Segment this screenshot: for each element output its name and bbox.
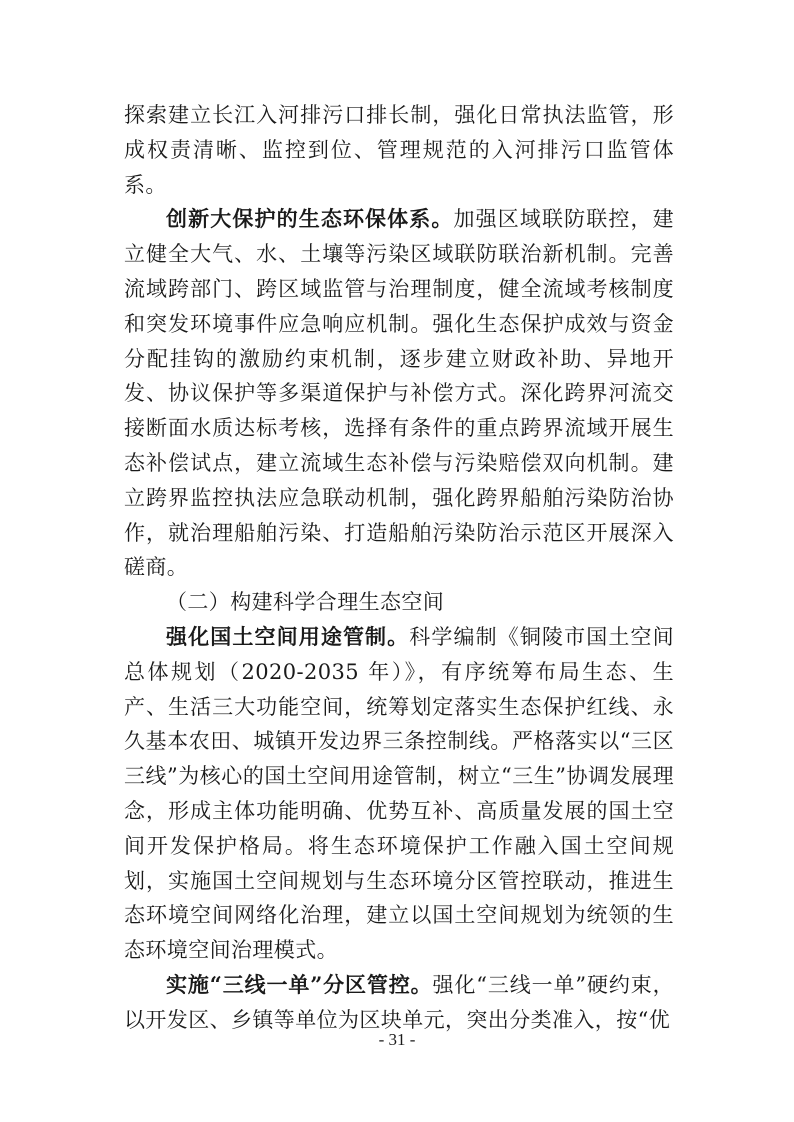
body-text: [124, 98, 674, 1038]
paragraph-3-text: 科学编制《铜陵市国土空间总体规划（2020-2035 年）》，有序统筹布局生态、生产、生活三大功能空间，统筹划定落实生态保护红线、永久基本农田、城镇开发边界三条控制线。严格落实以“三区三线”为核心的国土空间用途管制，树立“三生”协调发展理念，形成主体功能明确、优势互补、高质量发展的国土空间开发保护格局。将生态环境保护工作融入国土空间规划，实施国土空间规划与生态环境分区管控联动，推进生态环境空间网络化治理，建立以国土空间规划为统领的生态环境空间治理模式。: [124, 624, 674, 963]
section-heading: [124, 585, 674, 620]
paragraph-4-lead: 实施“三线一单”分区管控。: [166, 971, 433, 997]
paragraph-2-text: 加强区域联防联控，建立健全大气、水、土壤等污染区域联防联治新机制。完善流域跨部门、跨区域监管与治理制度，健全流域考核制度和突发环境事件应急响应机制。强化生态保护成效与资金分配挂钩的激励约束机制，逐步建立财政补助、异地开发、协议保护等多渠道保护与补偿方式。深化跨界河流交接断面水质达标考核，选择有条件的重点跨界流域开展生态补偿试点，建立流域生态补偿与污染赔偿双向机制。建立跨界监控执法应急联动机制，强化跨界船舶污染防治协作，就治理船舶污染、打造船舶污染防治示范区开展深入磋商。: [124, 207, 675, 580]
paragraph-3-lead: 强化国土空间用途管制。: [166, 623, 410, 649]
paragraph-1: [124, 98, 674, 202]
paragraph-1-text: 探索建立长江入河排污口排长制，强化日常执法监管，形成权责清晰、监控到位、管理规范的入河排污口监管体系。: [124, 103, 674, 197]
paragraph-3: [124, 620, 674, 968]
page-number: - 31 -: [378, 1030, 416, 1049]
paragraph-2-lead: 创新大保护的生态环保体系。: [166, 206, 454, 232]
paragraph-2: [124, 202, 674, 585]
paragraph-4: [124, 968, 674, 1038]
section-heading-text: （二）构建科学合理生态空间: [166, 590, 445, 615]
paragraph-4-text: 强化“三线一单”硬约束，以开发区、乡镇等单位为区块单元，突出分类准入，按“优: [124, 972, 674, 1032]
